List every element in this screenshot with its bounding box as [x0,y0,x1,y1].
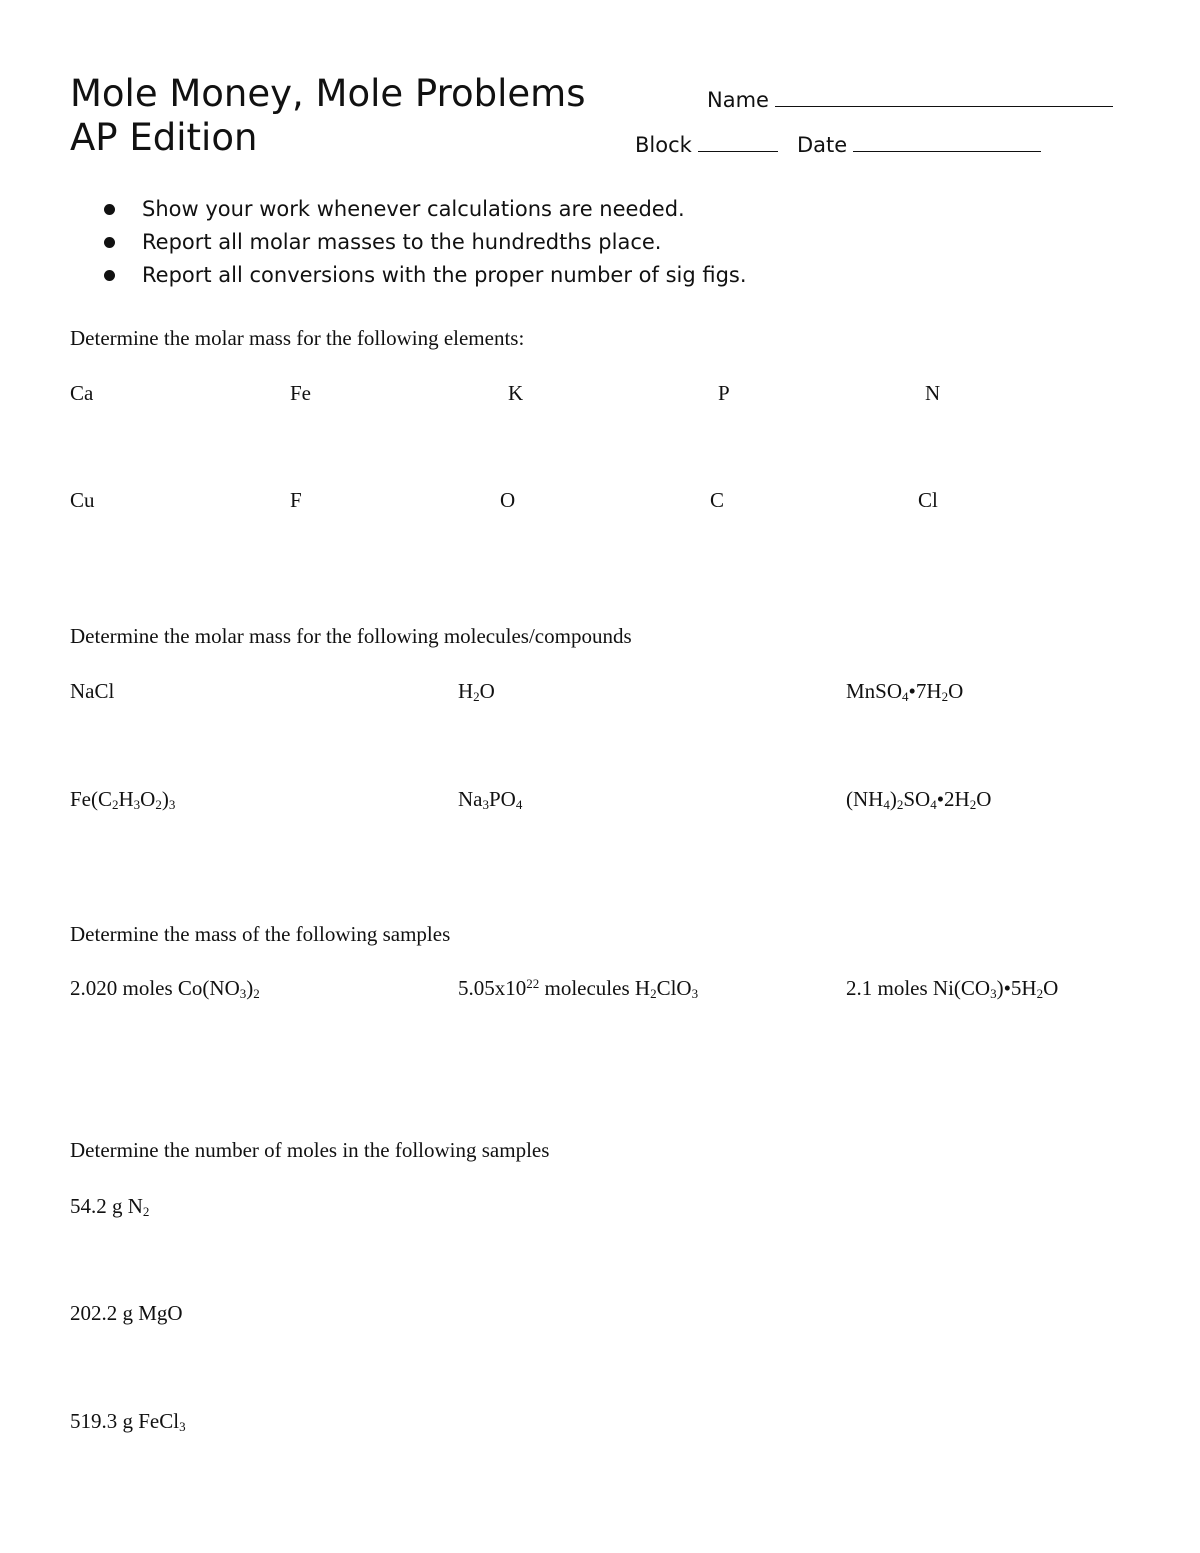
section-heading-mass: Determine the mass of the following samples [70,922,451,946]
compound-item: $(NH_4)_2SO_4•2H_2O$ [846,787,992,812]
instruction-item: Show your work whenever calculations are needed. [104,193,747,226]
name-field [707,87,1113,113]
name-blank [775,88,1113,107]
instruction-item: Report all molar masses to the hundredths place. [104,226,747,259]
element-item: C [710,488,725,512]
date-field [797,132,1041,158]
element-item: Cl [918,488,938,512]
section-heading-elements: Determine the molar mass for the following elements: [70,326,525,350]
element-item: Cu [70,488,95,512]
bullet-icon [104,270,115,281]
element-item: Ca [70,381,94,405]
bullet-icon [104,204,115,215]
date-blank [853,133,1041,152]
compound-item: $Na_3PO_4$ [458,787,523,812]
instructions-list [104,193,747,292]
element-item: O [500,488,516,512]
sample-item: 2.020 moles $Co(NO_3)_2$ [70,976,260,1001]
sample-item: 54.2 g $N_2$ [70,1194,150,1219]
sample-item: $5.05x10^{22}$ molecules $H_2ClO_3$ [458,976,699,1001]
element-item: F [290,488,302,512]
compound-item: NaCl [70,679,115,703]
element-item: P [718,381,730,405]
block-field [635,132,778,158]
name-label: Name [707,88,769,112]
instruction-item: Report all conversions with the proper number of sig figs. [104,259,747,292]
block-blank [698,133,778,152]
block-label: Block [635,133,692,157]
worksheet-title: Mole Money, Mole Problems [70,72,586,115]
element-item: K [508,381,524,405]
section-heading-compounds: Determine the molar mass for the following molecules/compounds [70,624,632,648]
compound-item: $Fe(C_2H_3O_2)_3$ [70,787,176,812]
compound-item: $MnSO_4•7H_2O$ [846,679,964,704]
date-label: Date [797,133,848,157]
sample-item: 519.3 g FeCl$_3$ [70,1409,186,1434]
section-heading-moles: Determine the number of moles in the following samples [70,1138,550,1162]
element-item: Fe [290,381,311,405]
sample-item: 202.2 g MgO [70,1301,183,1325]
worksheet-subtitle: AP Edition [70,116,258,159]
compound-item: $H_2O$ [458,679,495,704]
sample-item: 2.1 moles $Ni(CO_3)•5H_2O$ [846,976,1059,1001]
bullet-icon [104,237,115,248]
element-item: N [925,381,941,405]
